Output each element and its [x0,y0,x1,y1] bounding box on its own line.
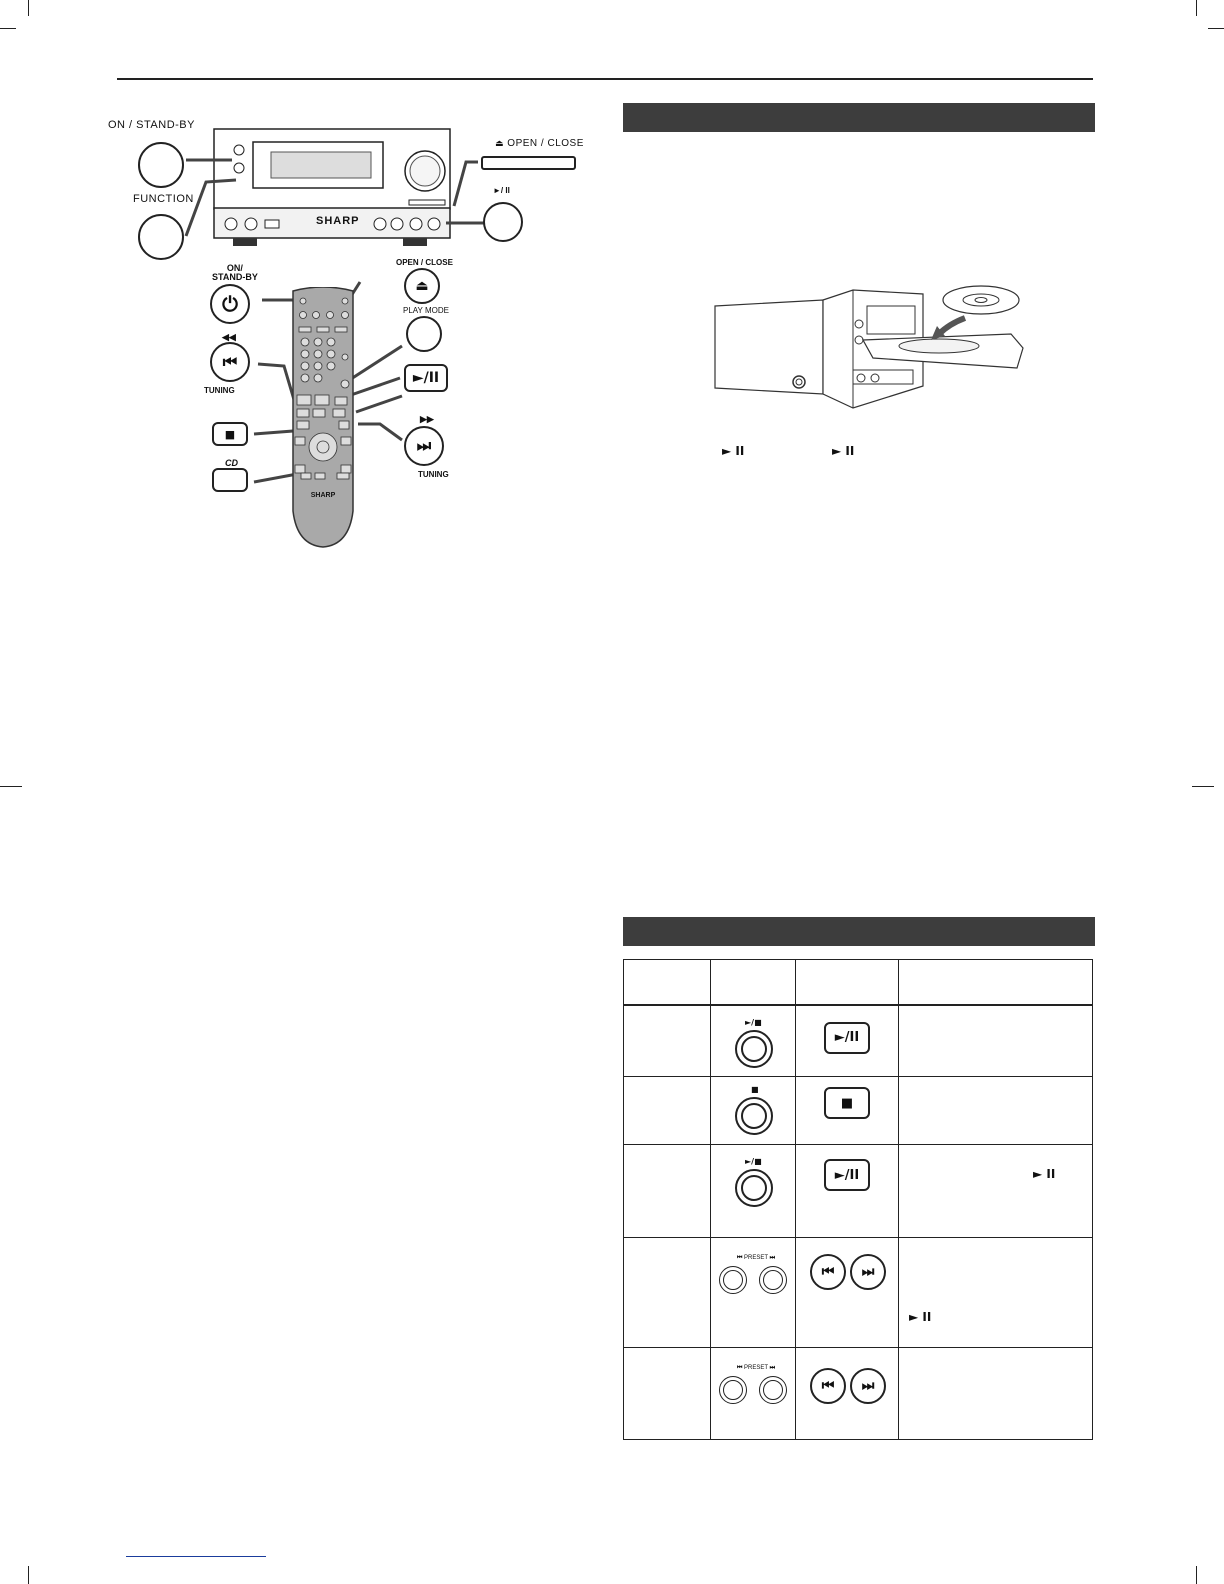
play-pause-icon: ►/II [834,1167,860,1183]
on-standby-label: ON / STAND-BY [108,119,195,131]
footer-link[interactable] [126,1556,266,1557]
play-pause-instruction-2: ► II [832,444,855,458]
remote-prev-button [810,1254,846,1290]
table-cell [624,1005,711,1077]
play-pause-icon: ►/II [834,1030,860,1045]
table-header-cell [899,960,1093,1005]
play-pause-label-top: ►/ II [493,186,510,195]
preset-label-row [729,1364,783,1372]
play-pause-inline-symbol: ► II [1033,1167,1056,1181]
stop-icon: ■ [840,1095,854,1111]
table-row [624,1005,1093,1077]
skip-forward-icon: ⏭ [416,436,432,455]
cd-button [212,468,248,492]
tuning-right-label: TUNING [418,470,449,479]
table-row [624,1077,1093,1145]
crop-mark [1196,1566,1197,1584]
play-pause-button-remote [404,364,448,392]
remote-play-pause-button [824,1022,870,1054]
power-icon: ⏻ [222,292,238,316]
table-cell [796,1238,899,1348]
section-header-bar-2 [623,917,1095,946]
prev-icon: ⏮ [736,1254,743,1261]
remote-next-button [850,1254,886,1290]
cd-loading-illustration [713,278,1043,412]
crop-mark [28,1566,29,1584]
preset-label: PRESET [744,1255,768,1261]
skip-back-icon: ⏮ [222,352,238,371]
open-close-text: OPEN / CLOSE [507,138,584,149]
crop-mark [1192,786,1214,787]
remote-stop-button [824,1087,870,1119]
rewind-symbol: ◀◀ [222,332,236,342]
play-pause-inline-symbol: ► II [909,1310,932,1324]
table-row [624,1238,1093,1348]
prev-icon: ⏮ [736,1364,743,1371]
stop-button [212,422,248,446]
remote-play-pause-button [824,1159,870,1191]
open-close-button-top [481,156,576,170]
unit-preset-down-button [719,1266,747,1294]
play-pause-icon: ►/II [412,370,440,386]
skip-back-icon: ⏮ [821,1264,835,1280]
remote-control-illustration [289,287,357,549]
table-header-cell [711,960,796,1005]
next-icon: ⏭ [769,1364,776,1371]
brand-logo: SHARP [316,215,360,227]
unit-play-stop-button [735,1169,773,1207]
next-button [404,426,444,466]
tuning-left-label: TUNING [204,386,235,395]
eject-button [404,268,440,304]
table-cell [711,1077,796,1145]
previous-button [210,342,250,382]
open-close-remote-label: OPEN / CLOSE [396,258,453,267]
unit-play-stop-button [735,1030,773,1068]
stop-symbol: ■ [751,1085,759,1094]
eject-icon: ⏏ [495,139,505,149]
table-cell [796,1077,899,1145]
table-cell [711,1145,796,1238]
crop-mark [1208,28,1224,29]
function-label: FUNCTION [133,193,194,205]
table-header-cell [796,960,899,1005]
table-cell [711,1005,796,1077]
unit-preset-down-button [719,1376,747,1404]
table-cell [899,1145,1093,1238]
table-cell [711,1348,796,1440]
play-stop-symbol: ►/■ [745,1017,762,1027]
remote-prev-button [810,1368,846,1404]
table-cell [899,1348,1093,1440]
operations-table [623,959,1093,1440]
preset-label-row [729,1254,783,1262]
play-pause-instruction-1: ► II [722,444,745,458]
table-cell [899,1238,1093,1348]
play-stop-symbol: ►/■ [745,1157,762,1166]
on-standby-remote-label: ON/ STAND-BY [212,263,258,282]
table-cell [624,1077,711,1145]
table-cell [796,1005,899,1077]
stop-icon: ■ [224,427,236,441]
section-header-bar [623,103,1095,132]
skip-forward-icon: ⏭ [861,1264,875,1280]
table-header-row [624,960,1093,1005]
table-cell [624,1238,711,1348]
table-cell [796,1145,899,1238]
table-cell [796,1348,899,1440]
fast-forward-symbol: ▶▶ [420,414,434,424]
table-cell [899,1077,1093,1145]
table-cell [899,1005,1093,1077]
unit-preset-up-button [759,1376,787,1404]
table-cell [624,1145,711,1238]
play-mode-label: PLAY MODE [403,306,449,315]
cd-label: CD [225,458,238,468]
play-mode-button [406,316,442,352]
next-icon: ⏭ [769,1254,776,1261]
open-close-label-top [495,138,584,149]
table-row [624,1348,1093,1440]
skip-back-icon: ⏮ [821,1378,835,1394]
play-pause-button-top [483,202,523,242]
power-button [210,284,250,324]
table-cell [624,1348,711,1440]
table-row [624,1145,1093,1238]
unit-preset-up-button [759,1266,787,1294]
svg-text:SHARP: SHARP [310,492,336,499]
remote-next-button [850,1368,886,1404]
eject-icon: ⏏ [415,278,429,294]
table-header-cell [624,960,711,1005]
crop-mark [1196,0,1197,16]
crop-mark [0,786,22,787]
skip-forward-icon: ⏭ [861,1378,875,1394]
preset-label: PRESET [744,1365,768,1371]
unit-stop-button [735,1097,773,1135]
table-cell [711,1238,796,1348]
